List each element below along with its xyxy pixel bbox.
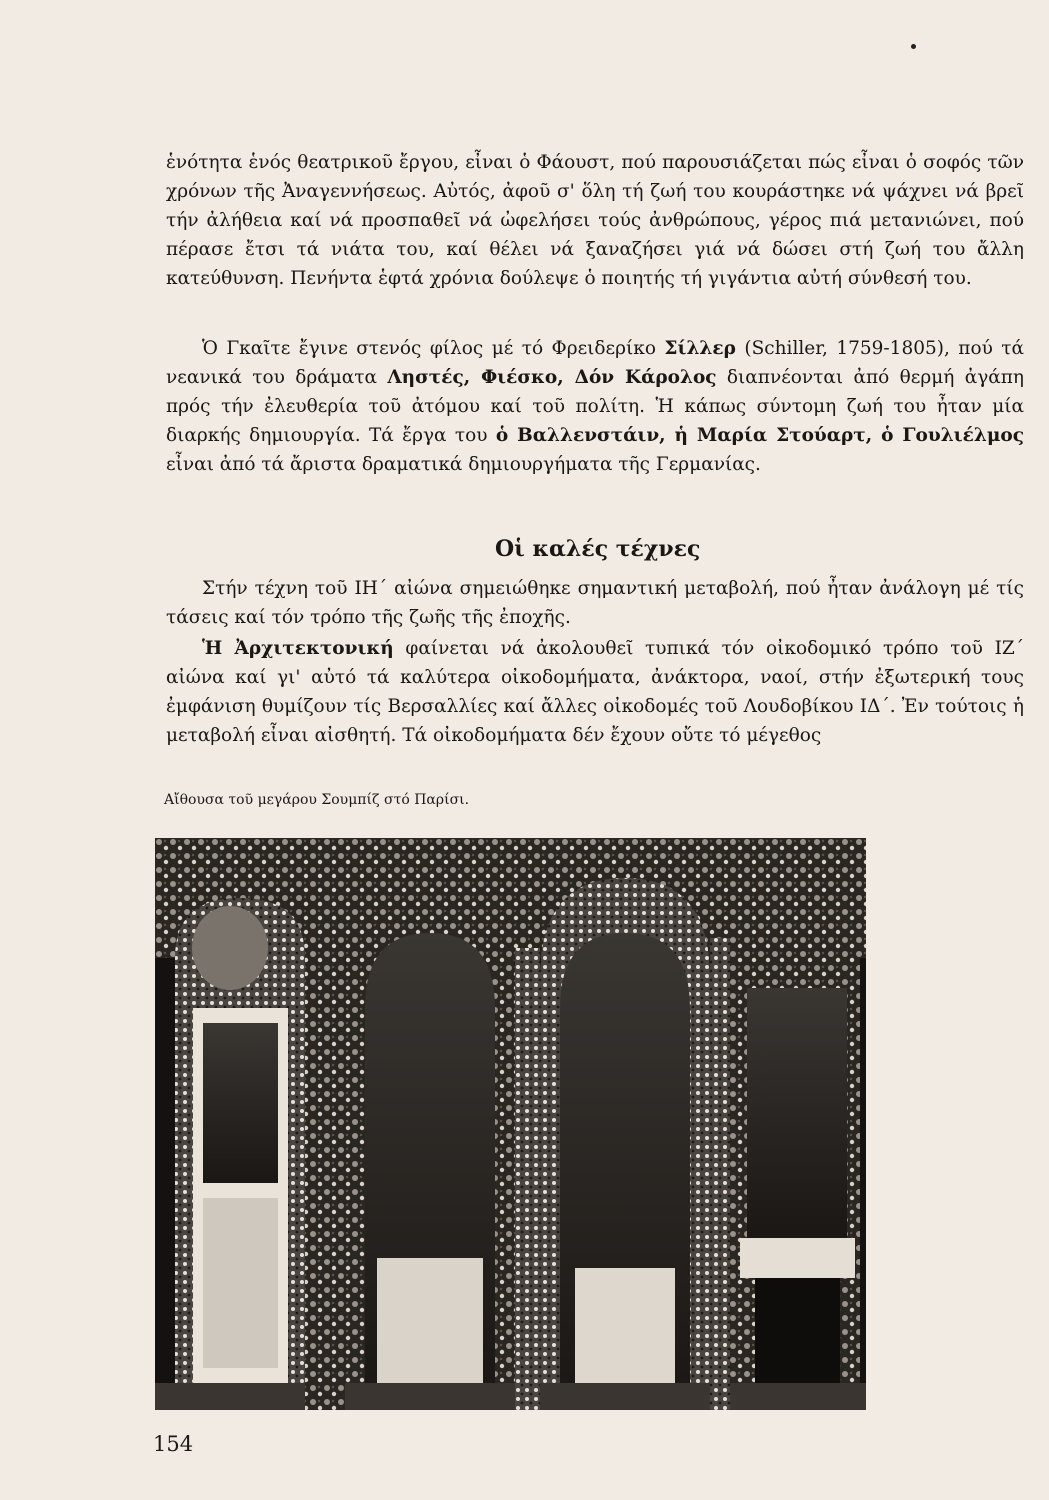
text-run: Ὁ Γκαῖτε ἔγινε στενός φίλος μέ τό Φρειδερίκο (202, 338, 665, 359)
paragraph-architecture (166, 634, 1024, 750)
section-heading: Οἱ καλές τέχνες (495, 536, 701, 562)
paragraph-faust (166, 148, 1024, 293)
paragraph-schiller (166, 334, 1024, 479)
ink-speck (911, 44, 916, 49)
bold-architecture: Ἡ Ἀρχιτεκτονική (202, 638, 394, 659)
bold-early-dramas: Ληστές, Φιέσκο, Δόν Κάρολος (387, 367, 717, 388)
bold-later-works: ὁ Βαλλενστάιν, ἡ Μαρία Στούαρτ, ὁ Γουλιέλμος (495, 425, 1024, 446)
hotel-soubise-salon-photo (155, 838, 866, 1410)
text-run: εἶναι ἀπό τά ἄριστα δραματικά δημιουργήματα τῆς Γερμανίας. (166, 454, 761, 475)
text-run: διαπνέονται ἀπό θερμή ἀγάπη πρός τήν ἐλευθερία τοῦ ἀτόμου καί τοῦ πολίτη. Ἡ κάπως σύντομη ζωή του ἦταν μία διαρκής δημιουργία. Τά ἔργα του (166, 367, 1024, 446)
text-run: φαίνεται νά ἀκολουθεῖ τυπικά τόν οἰκοδομικό τρόπο τοῦ ΙΖ΄ αἰώνα καί γι' αὐτό τά καλύτερα οἰκοδομήματα, ἀνάκτορα, ναοί, στήν ἐξωτερική τους ἐμφάνιση θυμίζουν τίς Βερσαλλίες καί ἄλλες οἰκοδομές τοῦ Λουδοβίκου ΙΔ΄. Ἐν τούτοις ἡ μεταβολή εἶναι αἰσθητή. Τά οἰκοδομήματα δέν ἔχουν οὔτε τό μέγεθος (166, 638, 1024, 746)
bold-name-schiller: Σίλλερ (664, 338, 736, 359)
text-run: (Schiller, 1759-1805), πού τά νεανικά του δράματα (166, 338, 1024, 388)
paragraph-art-change (166, 574, 1024, 632)
page-number: 154 (153, 1432, 194, 1456)
figure-caption: Αἴθουσα τοῦ μεγάρου Σουμπίζ στό Παρίσι. (164, 792, 470, 808)
paragraph-faust-text: ἑνότητα ἑνός θεατρικοῦ ἔργου, εἶναι ὁ Φάουστ, πού παρουσιάζεται πώς εἶναι ὁ σοφός τῶν χρόνων τῆς Ἀναγεννήσεως. Αὐτός, ἀφοῦ σ' ὅλη τή ζωή του κουράστηκε νά ψάχνει νά βρεῖ τήν ἀλήθεια καί νά προσπαθεῖ νά ὠφελήσει τούς ἀνθρώπους, γέρος πιά μετανιώνει, πού πέρασε ἔτσι τά νιάτα του, καί θέλει νά ξαναζήσει γιά νά δώσει στή ζωή του ἄλλη κατεύθυνση. Πενήντα ἑφτά χρόνια δούλεψε ὁ ποιητής τή γιγάντια αὐτή σύνθεσή του. (166, 152, 1024, 289)
paragraph-art-change-text: Στήν τέχνη τοῦ ΙΗ΄ αἰώνα σημειώθηκε σημαντική μεταβολή, πού ἦταν ἀνάλογη μέ τίς τάσεις καί τόν τρόπο τῆς ζωῆς τῆς ἐποχῆς. (166, 578, 1024, 628)
